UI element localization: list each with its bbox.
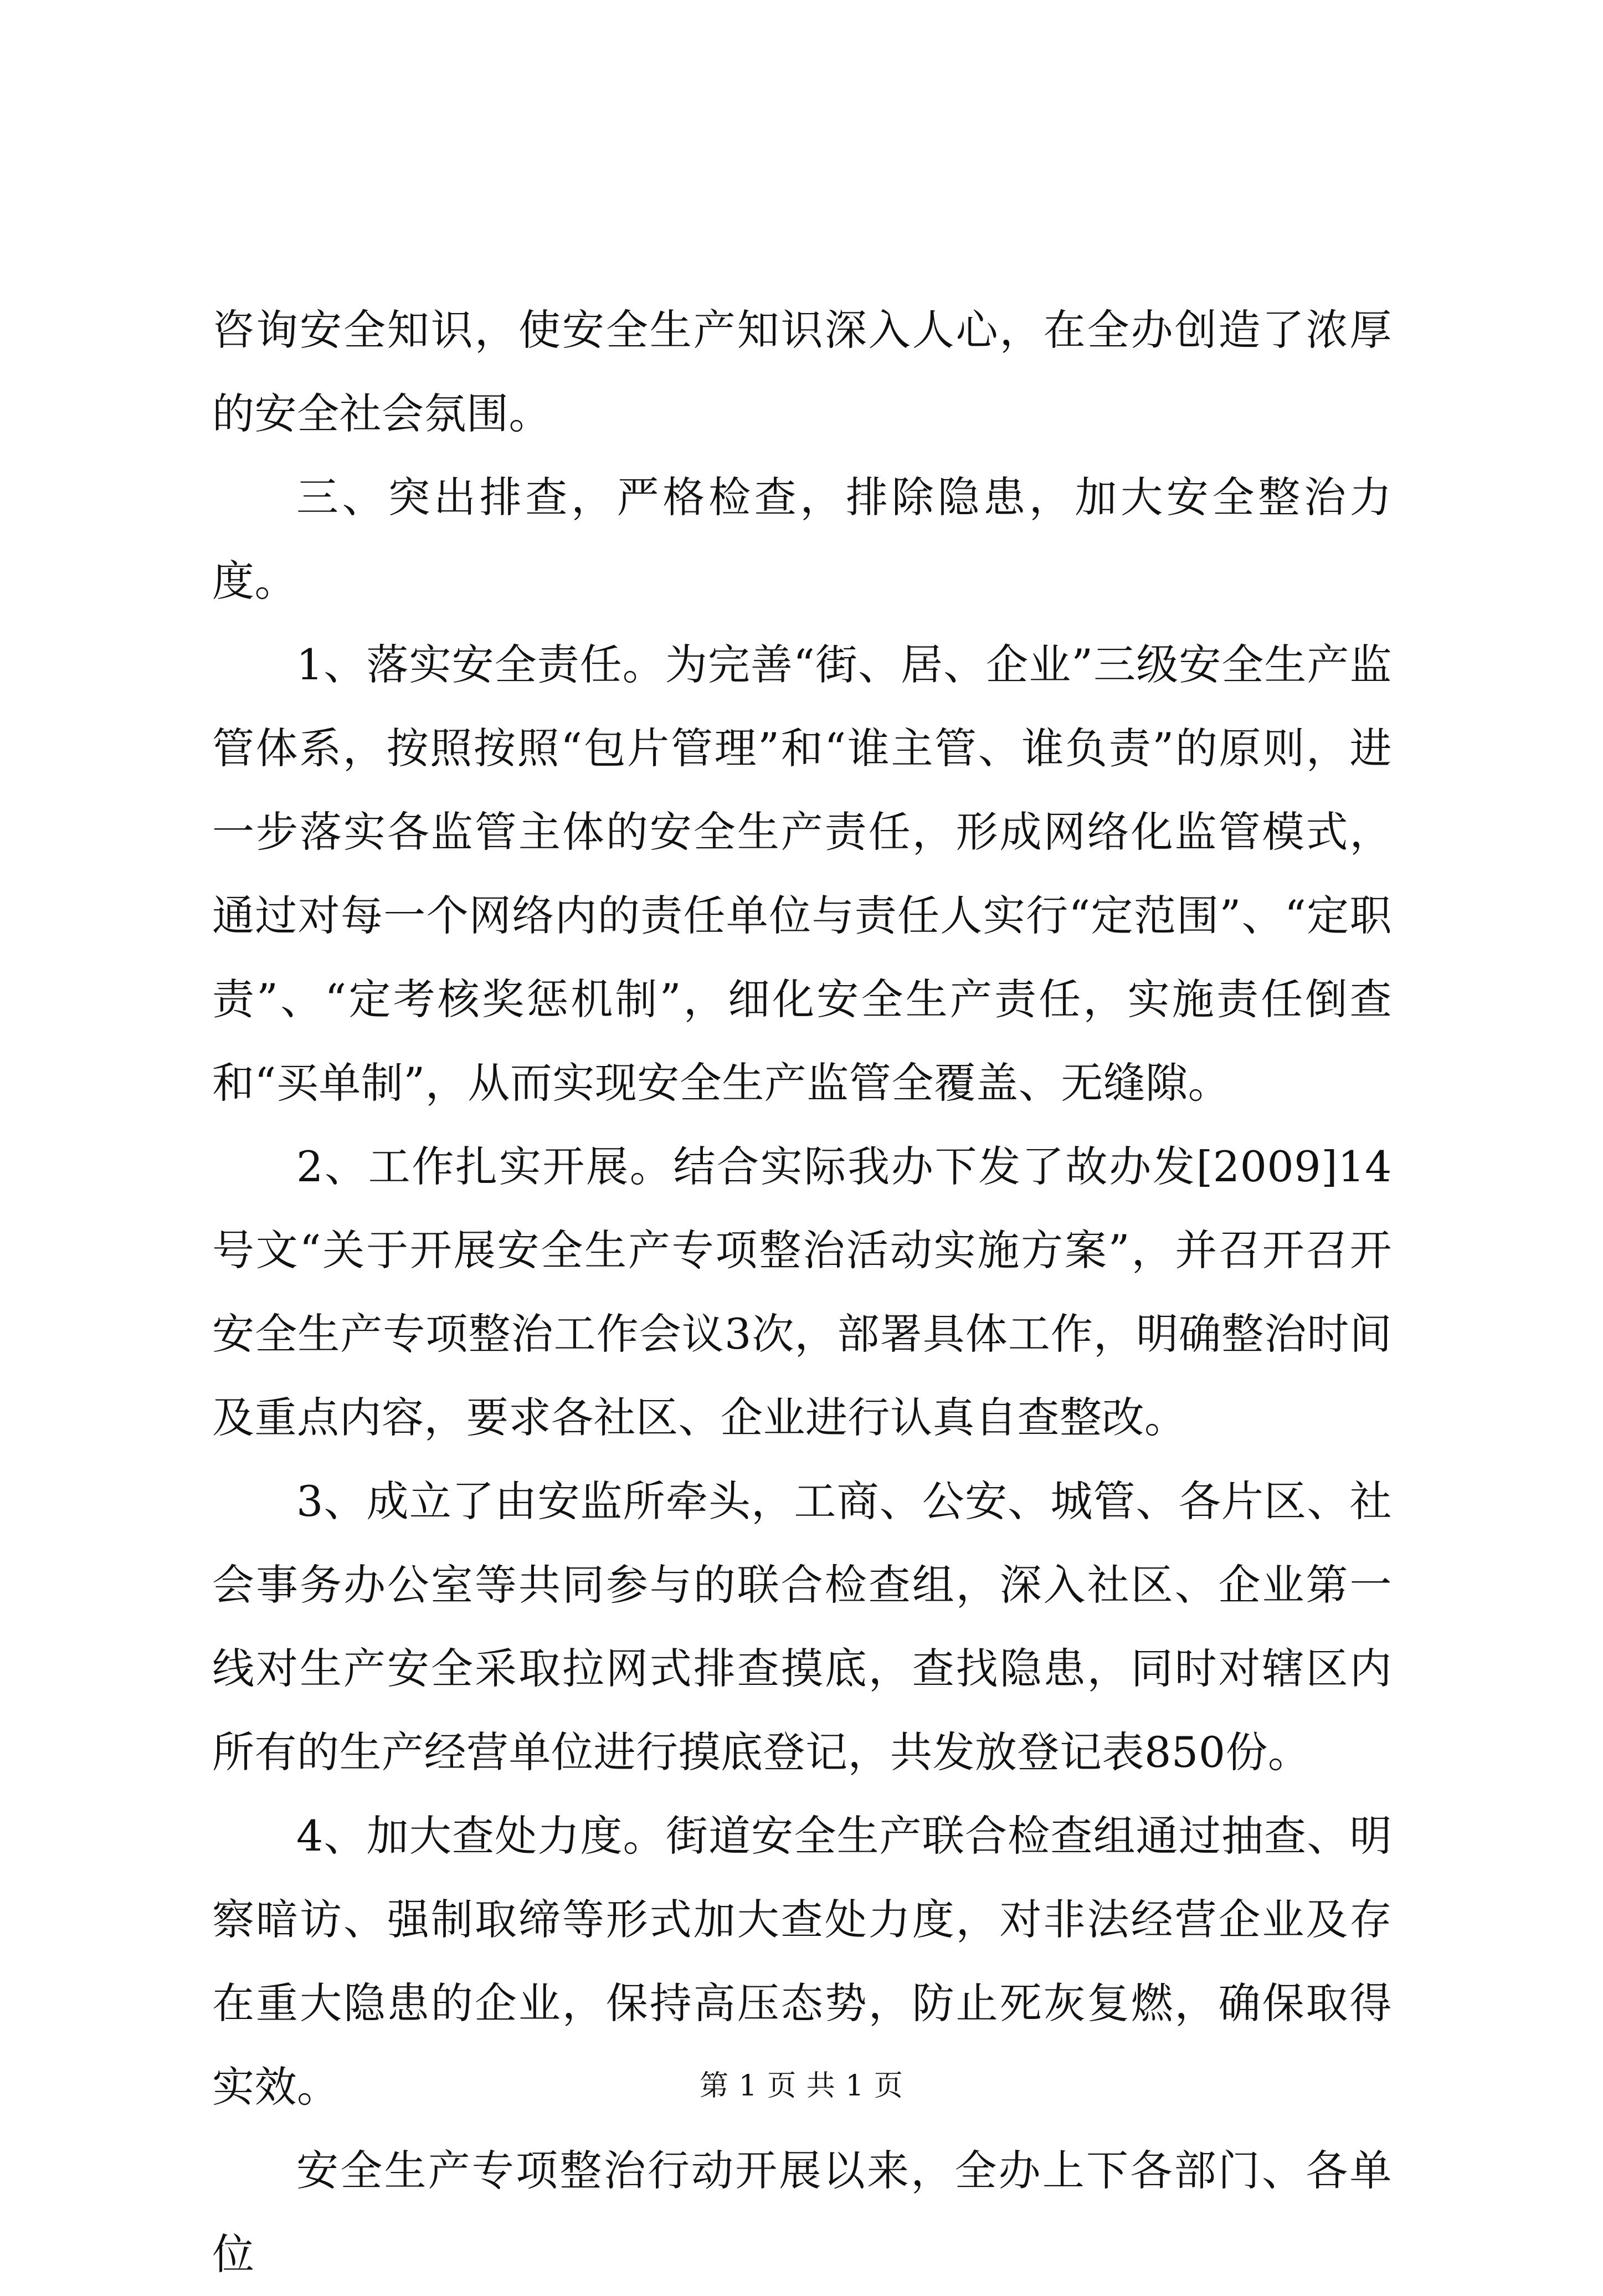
- paragraph-item-2: 2、工作扎实开展。结合实际我办下发了故办发[2009]14号文“关于开展安全生产专项整治活动实施方案”，并召开召开安全生产专项整治工作会议3次，部署具体工作，明确整治时间及重点内容，要求各社区、企业进行认真自查整改。: [212, 1142, 1392, 1442]
- paragraph-item-4: 4、加大查处力度。街道安全生产联合检查组通过抽查、明察暗访、强制取缔等形式加大查处力度，对非法经营企业及存在重大隐患的企业，保持高压态势，防止死灰复燃，确保取得实效。: [212, 1811, 1392, 2112]
- paragraph-section-heading: 三、突出排查，严格检查，排除隐患，加大安全整治力度。: [212, 473, 1392, 606]
- paragraph-summary: 安全生产专项整治行动开展以来，全办上下各部门、各单位: [212, 2146, 1392, 2279]
- page-number-footer: 第 1 页 共 1 页: [700, 2069, 903, 2103]
- paragraph-item-1: 1、落实安全责任。为完善“街、居、企业”三级安全生产监管体系，按照按照“包片管理”和“谁主管、谁负责”的原则，进一步落实各监管主体的安全生产责任，形成网络化监管模式，通过对每一个网络内的责任单位与责任人实行“定范围”、“定职责”、“定考核奖惩机制”，细化安全生产责任，实施责任倒查和“买单制”，从而实现安全生产监管全覆盖、无缝隙。: [212, 640, 1392, 1108]
- paragraph-item-3: 3、成立了由安监所牵头，工商、公安、城管、各片区、社会事务办公室等共同参与的联合检查组，深入社区、企业第一线对生产安全采取拉网式排查摸底，查找隐患，同时对辖区内所有的生产经营单位进行摸底登记，共发放登记表850份。: [212, 1477, 1392, 1777]
- document-body: [212, 288, 1392, 2296]
- paragraph-continuation: 咨询安全知识，使安全生产知识深入人心，在全办创造了浓厚的安全社会氛围。: [212, 305, 1392, 438]
